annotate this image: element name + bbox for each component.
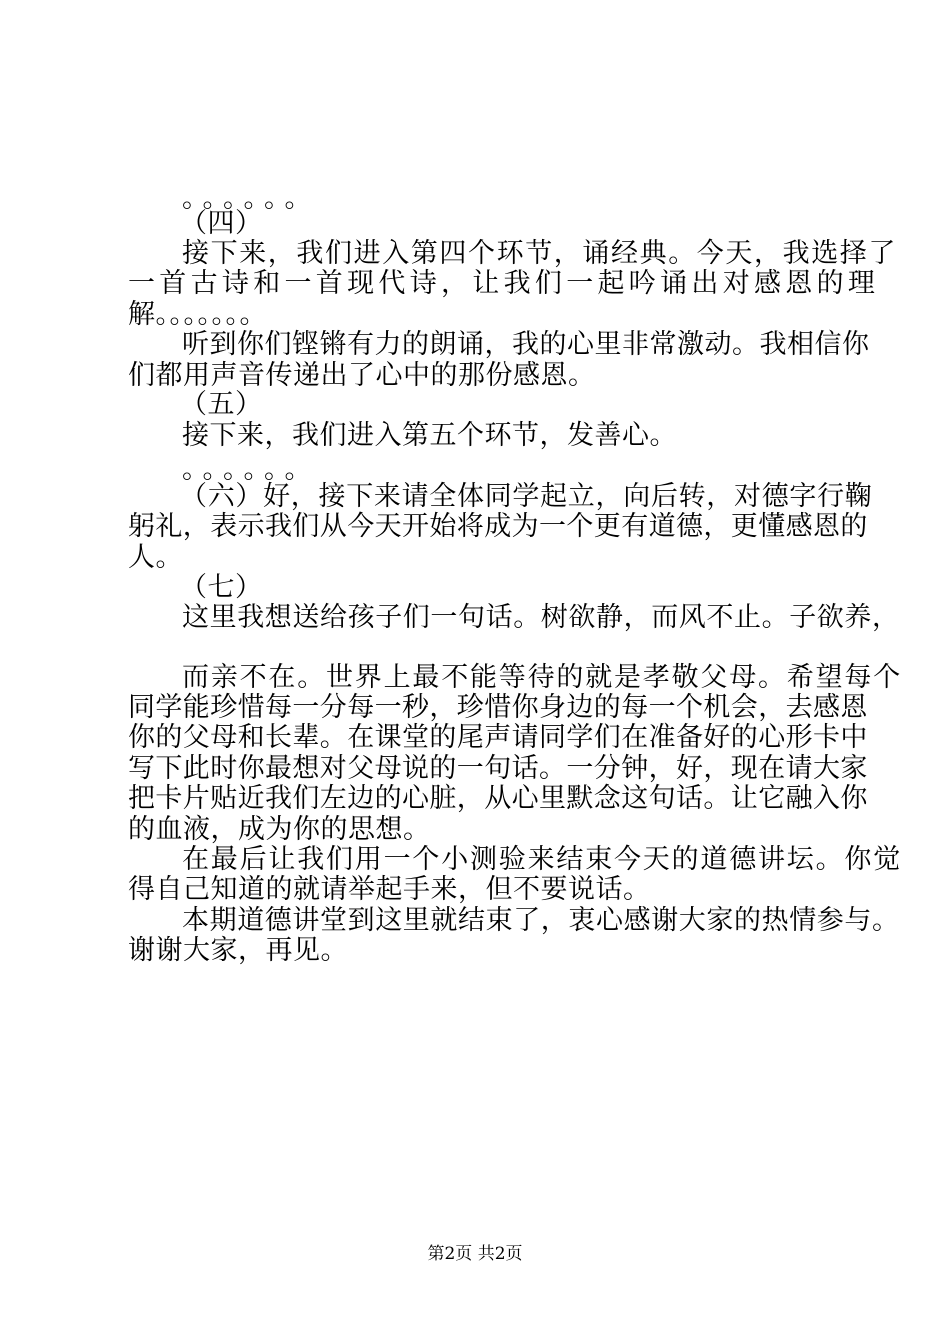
section-heading: （四）	[180, 208, 263, 239]
text-line: 写下此时你最想对父母说的一句话。一分钟，好，现在请大家	[128, 753, 868, 784]
text-line: 这里我想送给孩子们一句话。树欲静，而风不止。子欲养，	[182, 602, 900, 633]
section-heading: （五）	[180, 389, 263, 420]
text-line: 。。。。。。	[182, 454, 319, 485]
text-line: 接下来，我们进入第四个环节，诵经典。今天，我选择了	[182, 238, 897, 269]
text-line: 人。	[128, 542, 183, 573]
text-line: 同学能珍惜每一分每一秒，珍惜你身边的每一个机会，去感恩	[128, 692, 868, 723]
text-line: 本期道德讲堂到这里就结束了，衷心感谢大家的热情参与。	[182, 905, 900, 936]
text-line: 解。。。。。。。	[128, 299, 267, 330]
text-line: 而亲不在。世界上最不能等待的就是孝敬父母。希望每个	[182, 662, 902, 693]
text-line: 听到你们铿锵有力的朗诵，我的心里非常激动。我相信你	[182, 329, 870, 360]
section-heading: （七）	[180, 572, 263, 603]
text-line: （六）好，接下来请全体同学起立，向后转，对德字行鞠	[180, 481, 873, 512]
text-line: 谢谢大家，再见。	[128, 935, 348, 966]
text-line: 一首古诗和一首现代诗，让我们一起吟诵出对感恩的理	[128, 268, 880, 299]
text-line: 的血液，成为你的思想。	[128, 814, 431, 845]
text-line: 接下来，我们进入第五个环节，发善心。	[182, 420, 677, 451]
text-line: 你的父母和长辈。在课堂的尾声请同学们在准备好的心形卡中	[128, 722, 868, 753]
page-footer: 第2页 共2页	[427, 1244, 523, 1264]
text-line: 得自己知道的就请举起手来，但不要说话。	[128, 874, 651, 905]
text-line: 们都用声音传递出了心中的那份感恩。	[128, 360, 596, 391]
text-line: 在最后让我们用一个小测验来结束今天的道德讲坛。你觉	[182, 844, 902, 875]
text-line: 把卡片贴近我们左边的心脏，从心里默念这句话。让它融入你	[128, 783, 868, 814]
text-line: 。。。。。。	[182, 183, 319, 214]
text-line: 躬礼，表示我们从今天开始将成为一个更有道德，更懂感恩的	[128, 511, 868, 542]
